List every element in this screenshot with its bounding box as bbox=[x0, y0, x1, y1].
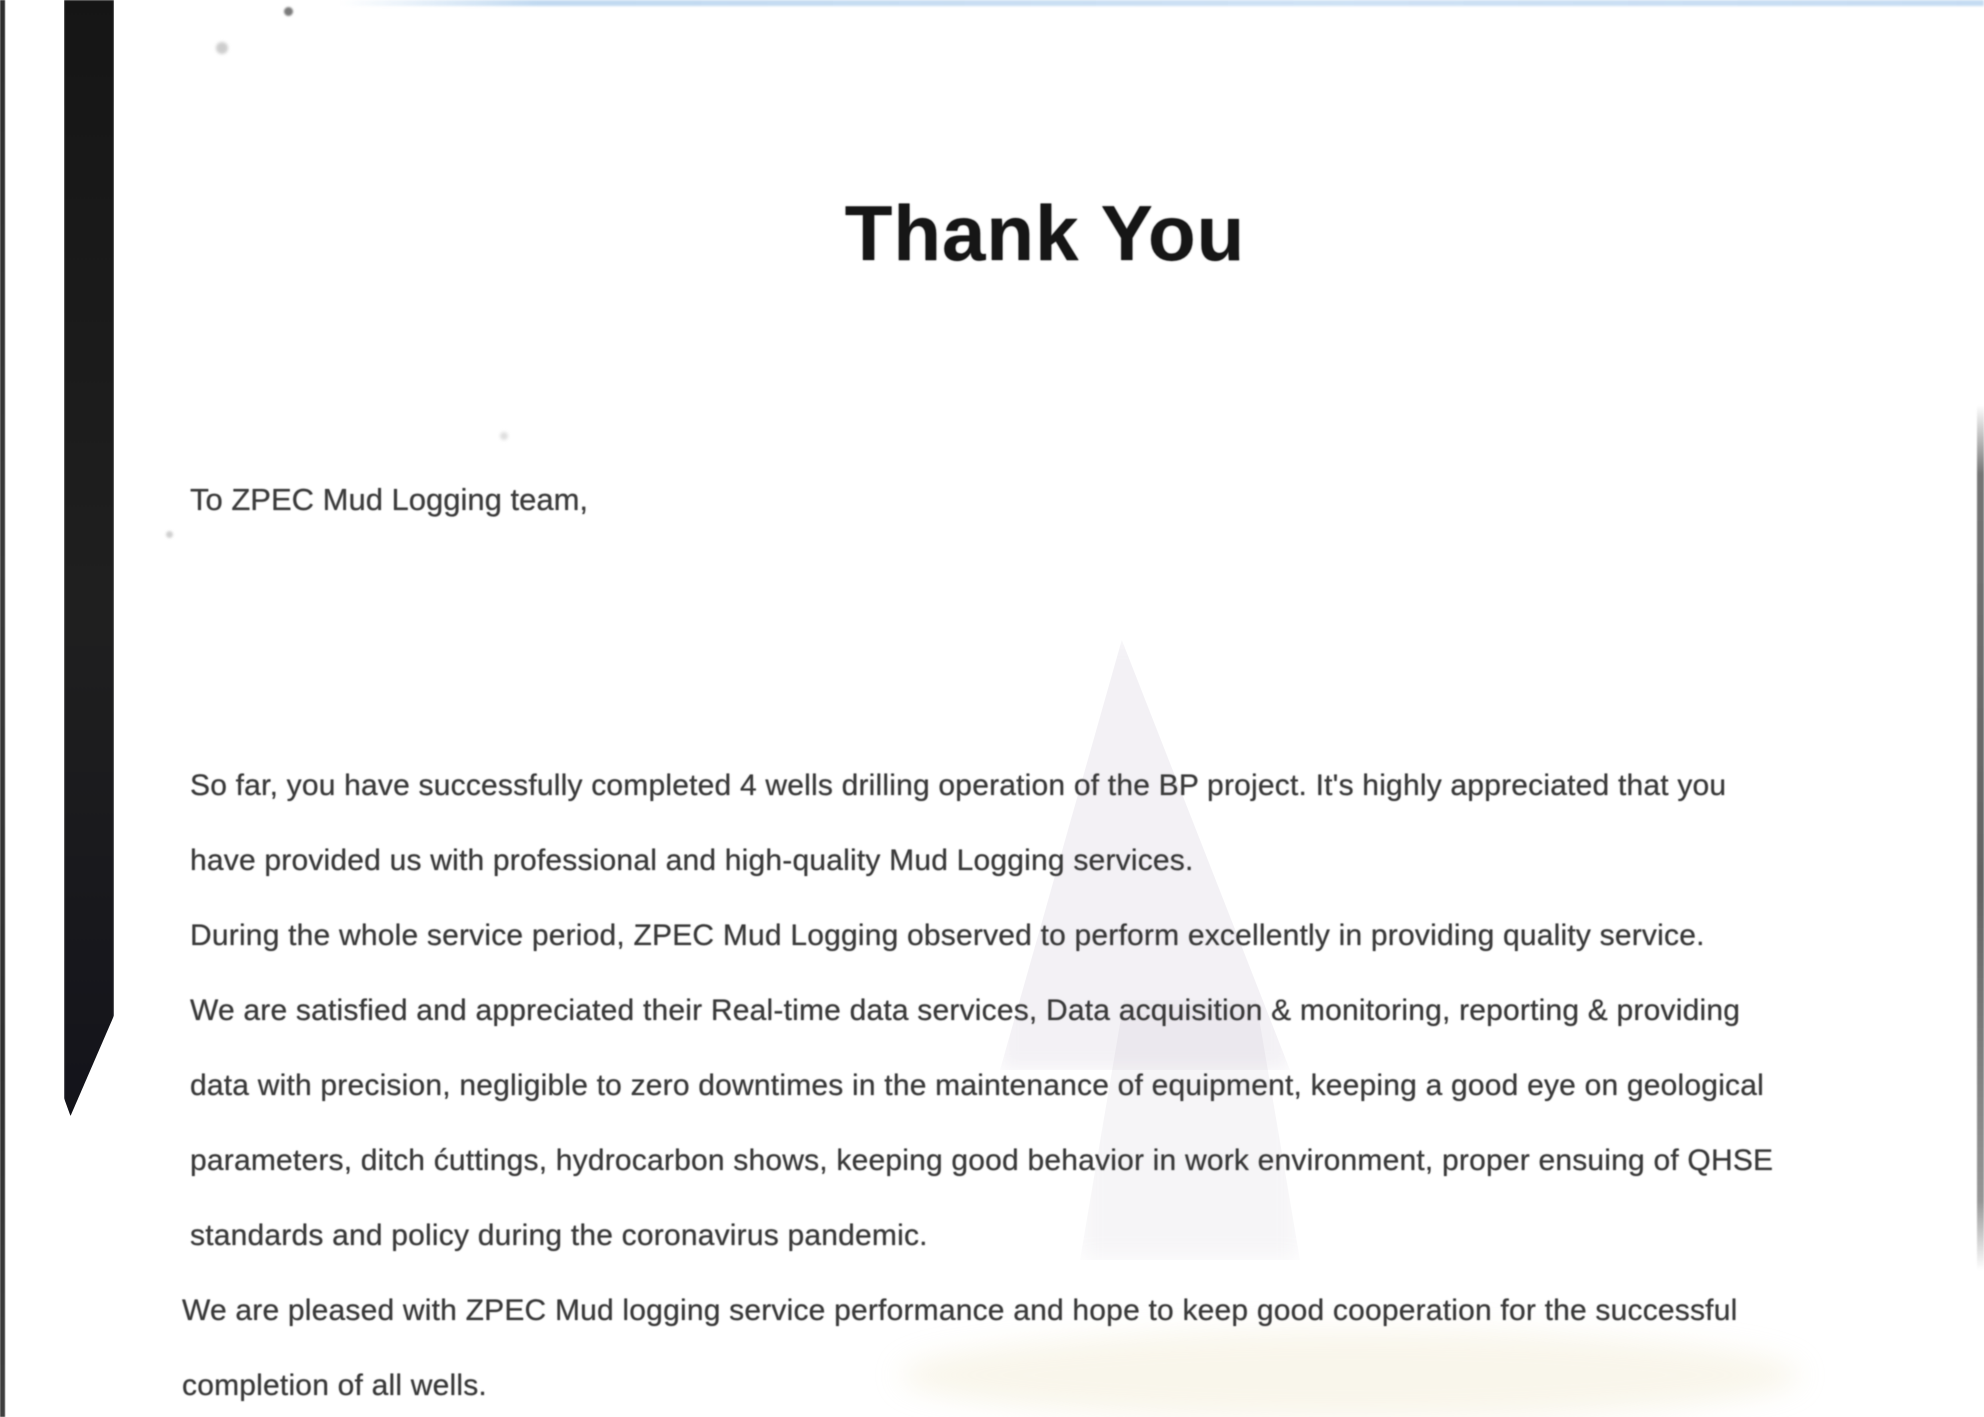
scan-speck bbox=[500, 432, 508, 440]
title-row bbox=[190, 188, 1900, 279]
salutation: To ZPEC Mud Logging team, bbox=[190, 482, 589, 517]
body-line: data with precision, negligible to zero downtimes in the maintenance of equipment, keeping a good eye on geological bbox=[190, 1069, 1765, 1102]
scan-binding-bar bbox=[64, 0, 114, 1116]
letter-title: Thank You bbox=[844, 189, 1246, 277]
scan-right-edge-line bbox=[1977, 405, 1984, 1270]
body-line: standards and policy during the coronavirus pandemic. bbox=[190, 1219, 928, 1252]
scan-speck bbox=[166, 531, 173, 538]
body-line: completion of all wells. bbox=[182, 1369, 487, 1402]
body-line: During the whole service period, ZPEC Mud Logging observed to perform excellently in providing quality service. bbox=[190, 919, 1705, 952]
scan-speck bbox=[284, 7, 293, 16]
body-line: parameters, ditch ćuttings, hydrocarbon shows, keeping good behavior in work environment, proper ensuing of QHSE bbox=[190, 1144, 1774, 1177]
body-line: We are satisfied and appreciated their Real-time data services, Data acquisition & monitoring, reporting & providing bbox=[190, 994, 1741, 1027]
scan-top-tint-strip bbox=[340, 0, 1984, 6]
letter-body bbox=[182, 748, 1930, 1417]
scan-left-edge-line bbox=[0, 0, 5, 1417]
body-line: We are pleased with ZPEC Mud logging service performance and hope to keep good cooperation for the successful bbox=[182, 1294, 1738, 1327]
body-line: have provided us with professional and high-quality Mud Logging services. bbox=[190, 844, 1194, 877]
scan-speck bbox=[216, 42, 228, 54]
body-line: So far, you have successfully completed 4 wells drilling operation of the BP project. It's highly appreciated that you bbox=[190, 769, 1727, 802]
